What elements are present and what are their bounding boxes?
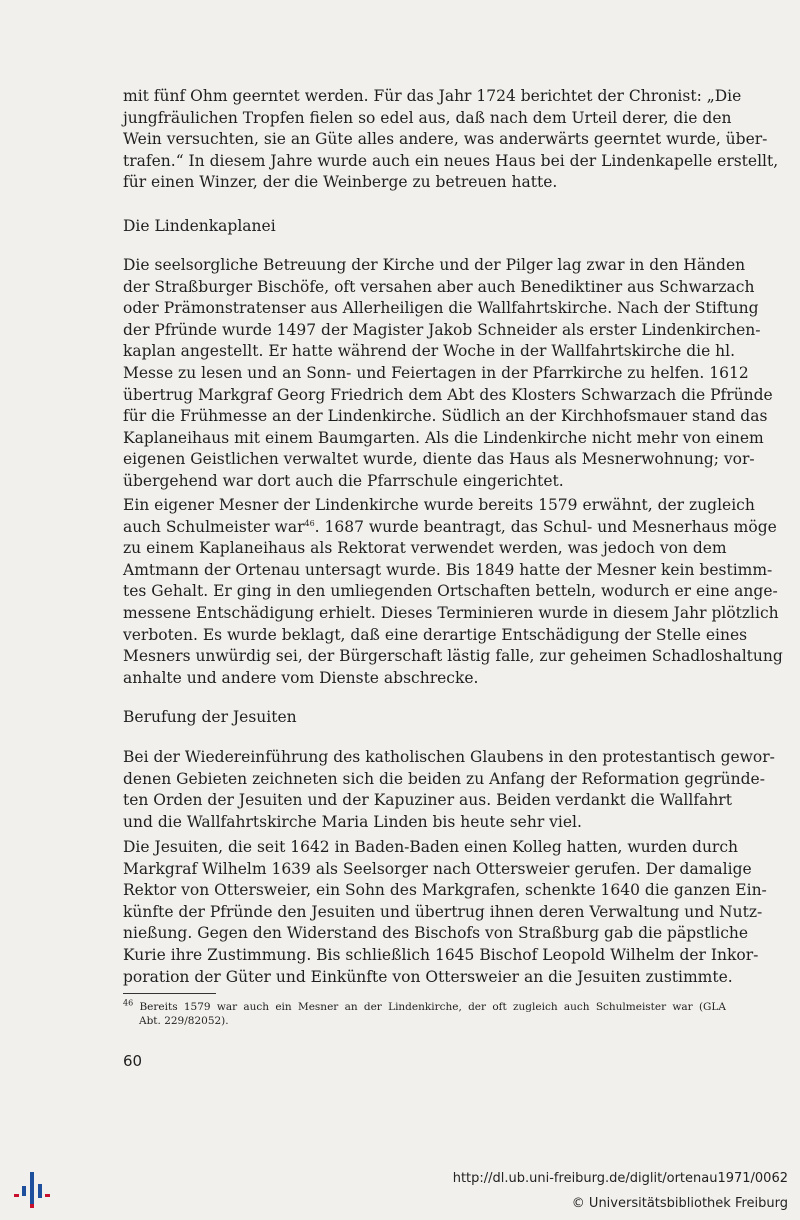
- section-heading-jesuiten: Berufung der Jesuiten: [123, 708, 297, 726]
- text-line: künfte der Pfründe den Jesuiten und übertrug ihnen deren Verwaltung und Nutz-: [123, 902, 763, 921]
- text-line: Markgraf Wilhelm 1639 als Seelsorger nach Ottersweier gerufen. Der damalige: [123, 859, 752, 878]
- copyright-notice: © Universitätsbibliothek Freiburg: [571, 1196, 788, 1211]
- text-line: übertrug Markgraf Georg Friedrich dem Abt des Klosters Schwarzach die Pfründe: [123, 385, 773, 404]
- text-line: Ein eigener Mesner der Lindenkirche wurde bereits 1579 erwähnt, der zugleich: [123, 496, 755, 514]
- footnote-line: [123, 1000, 726, 1014]
- text-line: Kurie ihre Zustimmung. Bis schließlich 1645 Bischof Leopold Wilhelm der Inkor-: [123, 945, 759, 964]
- text-line: mit fünf Ohm geerntet werden. Für das Jahr 1724 berichtet der Chronist: „Die: [123, 87, 742, 105]
- paragraph-5: [123, 837, 767, 988]
- text-line: für einen Winzer, der die Weinberge zu betreuen hatte.: [123, 173, 558, 192]
- text-line: Wein versuchten, sie an Güte alles andere, was anderwärts geerntet wurde, über-: [123, 130, 768, 149]
- text-line: Die Jesuiten, die seit 1642 in Baden-Baden einen Kolleg hatten, wurden durch: [123, 838, 739, 856]
- paragraph-1: [123, 86, 779, 194]
- footnote-number: 46: [123, 998, 134, 1008]
- ub-freiburg-logo-icon[interactable]: [12, 1170, 52, 1210]
- text-line: nießung. Gegen den Widerstand des Bischofs von Straßburg gab die päpstliche: [123, 924, 749, 943]
- text-line: Bei der Wiedereinführung des katholischen Glaubens in den protestantisch gewor-: [123, 748, 775, 766]
- text-line: übergehend war dort auch die Pfarrschule eingerichtet.: [123, 471, 564, 490]
- footnote-reference[interactable]: 46: [304, 518, 315, 528]
- text-line: tes Gehalt. Er ging in den umliegenden Ortschaften betteln, wodurch er eine ange-: [123, 582, 778, 601]
- text-line: ten Orden der Jesuiten und der Kapuziner aus. Beiden verdankt die Wallfahrt: [123, 791, 732, 810]
- section-heading-lindenkaplanei: Die Lindenkaplanei: [123, 217, 276, 235]
- page-number: 60: [123, 1052, 143, 1070]
- text-line: denen Gebieten zeichneten sich die beiden zu Anfang der Reformation gegründe-: [123, 769, 765, 788]
- text-line: Mesners unwürdig sei, der Bürgerschaft lästig falle, zur geheimen Schadloshaltung: [123, 647, 783, 666]
- text-line: Rektor von Ottersweier, ein Sohn des Markgrafen, schenkte 1640 die ganzen Ein-: [123, 881, 767, 900]
- text-line: poration der Güter und Einkünfte von Ottersweier an die Jesuiten zustimmte.: [123, 967, 733, 986]
- text-line: jungfräulichen Tropfen fielen so edel aus, daß nach dem Urteil derer, die den: [123, 108, 732, 127]
- text-line: der Straßburger Bischöfe, oft versahen aber auch Benediktiner aus Schwarzach: [123, 277, 755, 296]
- text-fragment: auch Schulmeister war: [123, 517, 305, 536]
- text-line: Kaplaneihaus mit einem Baumgarten. Als die Lindenkirche nicht mehr von einem: [123, 428, 764, 447]
- text-line: zu einem Kaplaneihaus als Rektorat verwendet werden, was jedoch von dem: [123, 539, 727, 558]
- text-fragment: . 1687 wurde beantragt, das Schul- und Mesnerhaus möge: [314, 517, 777, 536]
- footnote-line: Abt. 229/82052).: [139, 1015, 229, 1027]
- paragraph-2: [123, 255, 773, 493]
- source-url-link[interactable]: http://dl.ub.uni-freiburg.de/diglit/ortenau1971/0062: [452, 1171, 788, 1186]
- paragraph-4: [123, 747, 775, 833]
- text-line: kaplan angestellt. Er hatte während der Woche in der Wallfahrtskirche die hl.: [123, 342, 736, 361]
- text-line: der Pfründe wurde 1497 der Magister Jakob Schneider als erster Lindenkirchen-: [123, 320, 761, 339]
- footnote-divider: [123, 993, 216, 994]
- paragraph-3: [123, 495, 783, 689]
- text-line: und die Wallfahrtskirche Maria Linden bis heute sehr viel.: [123, 812, 582, 831]
- text-line: trafen.“ In diesem Jahre wurde auch ein neues Haus bei der Lindenkapelle erstellt,: [123, 151, 779, 170]
- text-line: anhalte und andere vom Dienste abschrecke.: [123, 668, 479, 687]
- text-line: [123, 517, 777, 539]
- text-line: Die seelsorgliche Betreuung der Kirche und der Pilger lag zwar in den Händen: [123, 256, 746, 274]
- text-line: Amtmann der Ortenau untersagt wurde. Bis 1849 hatte der Mesner kein bestimm-: [123, 560, 773, 579]
- footnote-46: [123, 1000, 726, 1028]
- text-line: für die Frühmesse an der Lindenkirche. Südlich an der Kirchhofsmauer stand das: [123, 407, 768, 426]
- text-line: eigenen Geistlichen verwaltet wurde, diente das Haus als Mesnerwohnung; vor-: [123, 450, 755, 469]
- text-line: verboten. Es wurde beklagt, daß eine derartige Entschädigung der Stelle eines: [123, 625, 748, 644]
- text-line: messene Entschädigung erhielt. Dieses Terminieren wurde in diesem Jahr plötzlich: [123, 603, 779, 622]
- text-line: Messe zu lesen und an Sonn- und Feiertagen in der Pfarrkirche zu helfen. 1612: [123, 363, 749, 382]
- text-line: oder Prämonstratenser aus Allerheiligen die Wallfahrtskirche. Nach der Stiftung: [123, 299, 759, 318]
- footnote-text: Bereits 1579 war auch ein Mesner an der Lindenkirche, der oft zugleich auch Schulmeister war (GLA: [139, 1001, 726, 1013]
